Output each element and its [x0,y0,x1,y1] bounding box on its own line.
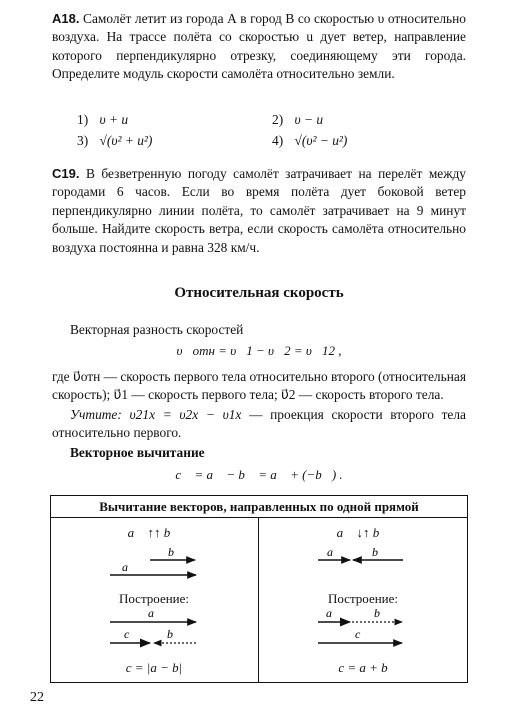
where-paragraph: где υ⃗отн — скорость первого тела относительно второго (относительная скорость); υ⃗1 — скорость первого тела; υ⃗2 — скорость второго тела. [52,369,466,403]
vector-difference-label: Векторная разность скоростей [70,322,244,337]
left-vector-a-label: a⃗ [122,560,138,574]
problem-c19-text: В безветренную погоду самолёт затрачивает на перелёт между городами 6 часов. Если во время полёта дует боковой ветер перпендикулярно линии полёта, то самолёт затрачивает на 9 минут больше. Найдите скорость ветра, если скорость самолёта относительно воздуха постоянна и равна 328 км/ч. [52,166,466,255]
right-condition: a⃗ ↓↑ b⃗ [336,525,390,540]
subtraction-title: Векторное вычитание [70,445,205,460]
problem-a18-text: Самолёт летит из города А в город В со скоростью υ относительно воздуха. На трассе полёта со скоростью u дует ветер, направление которого перпендикулярно отрезку, соединяющему эти города. Определите модуль скорости самолёта относительно земли. [52,11,466,82]
left-construction-a-label: a⃗ [148,606,164,620]
left-construction-label: Построение: [118,591,190,606]
right-vector-b-label: b⃗ [372,545,388,559]
a18-option-3: 3) √(υ² + u²) [77,133,153,148]
right-construction-c-label: c⃗ [355,627,370,641]
right-vector-a-label: a⃗ [327,545,343,559]
a18-option-4: 4) √(υ² − u²) [272,133,348,148]
right-result: c = a + b [338,660,388,675]
left-construction-b-label: b⃗ [167,627,183,641]
note-label: Учтите: [70,407,122,422]
right-construction-a-label: a⃗ [326,606,342,620]
formula-main: υ⃗отн = υ⃗1 − υ⃗2 = υ⃗12 , [176,343,342,358]
left-vector-b-label: b⃗ [168,545,184,559]
note-formula: υ21x = υ2x − υ1x [129,407,242,422]
right-construction-label: Построение: [327,591,399,606]
a18-option-1: 1) υ + u [77,112,129,127]
note-text: — проекция скорости второго тела относительно первого. [52,407,466,441]
a18-option-2: 2) υ − u [272,112,324,127]
left-construction-c-label: c⃗ [124,627,139,641]
section-title: Относительная скорость [174,285,344,301]
page-number: 22 [30,690,44,705]
problem-a18-number: А18. [52,11,80,26]
left-result: c = |a − b| [125,660,183,675]
subtraction-formula: c⃗ = a⃗ − b⃗ = a⃗ + (−b⃗) . [175,467,343,482]
left-condition: a⃗ ↑↑ b⃗ [127,525,181,540]
problem-c19-number: С19. [52,166,80,181]
right-construction-b-label: b⃗ [374,606,390,620]
table-header: Вычитание векторов, направленных по одной прямой [99,499,419,514]
